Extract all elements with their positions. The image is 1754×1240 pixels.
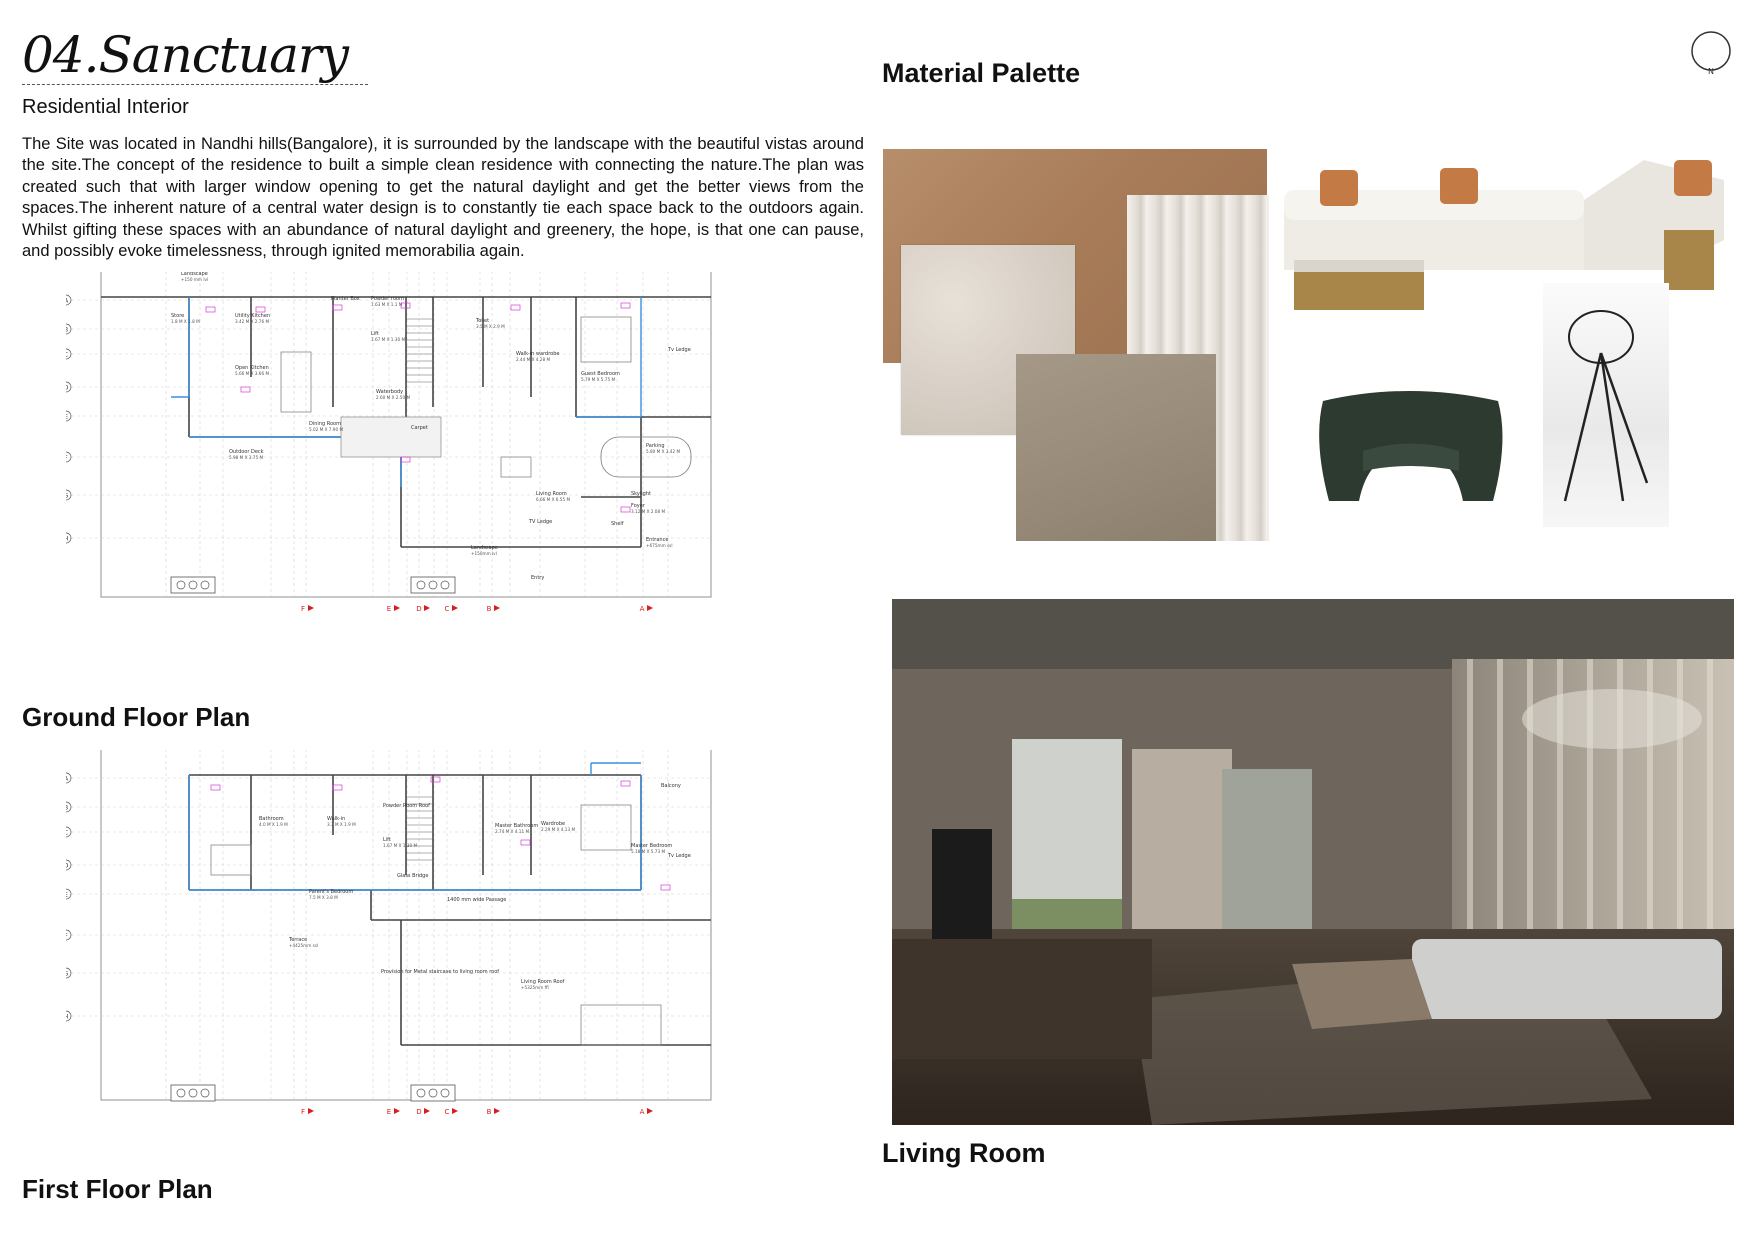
first_floor-room-name: Terrace bbox=[289, 937, 308, 943]
ground_floor-door-tag bbox=[256, 307, 265, 312]
first_floor-section-mark: C bbox=[444, 1108, 450, 1116]
first_floor-room-note: 4.0 M X 1.9 M bbox=[259, 822, 288, 827]
first_floor-room-note: 7.5 M X 3.8 M bbox=[309, 895, 338, 900]
first_floor-section-arrow bbox=[308, 1108, 314, 1114]
first_floor-room-name: Bathroom bbox=[259, 816, 284, 822]
ground_floor-room-note: 5.02 M X 7.90 M bbox=[309, 427, 344, 432]
ground-floor-caption: Ground Floor Plan bbox=[22, 702, 251, 732]
ground-floor-drawing bbox=[66, 272, 826, 682]
first_floor-room-note: +5325mm ffl bbox=[521, 985, 549, 990]
ground_floor-grid-row-label bbox=[66, 493, 69, 500]
ground_floor-room-name: Utility Kitchen bbox=[235, 313, 271, 319]
first_floor-room-name: Balcony bbox=[661, 783, 681, 789]
first_floor-room-name: Wardrobe bbox=[541, 821, 566, 827]
first_floor-grid-row-label bbox=[66, 1014, 68, 1021]
ground_floor-door-tag bbox=[621, 507, 630, 512]
first_floor-grid-row-label bbox=[66, 971, 69, 978]
ground_floor-room-name: Toilet bbox=[476, 318, 490, 324]
ground_floor-grid-row-label bbox=[66, 414, 68, 421]
ground_floor-section-mark: C bbox=[444, 605, 450, 613]
project-title: 04.Sanctuary bbox=[22, 26, 349, 84]
first_floor-fixture bbox=[411, 1085, 455, 1101]
ground_floor-room-name: Store bbox=[171, 313, 185, 319]
ground_floor-room-name: Guest Bedroom bbox=[581, 371, 620, 377]
ground_floor-room-note: 3.5 M X 2.9 M bbox=[476, 324, 505, 329]
ground_floor-room-name: Shelf bbox=[611, 521, 624, 527]
first_floor-section-arrow bbox=[424, 1108, 430, 1114]
ground_floor-section-arrow bbox=[394, 605, 400, 611]
north-arrow-icon bbox=[1690, 30, 1732, 76]
ground_floor-fixture bbox=[171, 577, 215, 593]
ground_floor-room-note: +150mm lvl bbox=[471, 551, 497, 556]
title-underline bbox=[22, 84, 368, 85]
ground_floor-plan-group bbox=[66, 272, 711, 613]
ground_floor-room-note: 2.44 M X 4.28 M bbox=[516, 357, 551, 362]
first_floor-section-arrow bbox=[394, 1108, 400, 1114]
ground_floor-section-arrow bbox=[424, 605, 430, 611]
ground_floor-room-name: Open Kitchen bbox=[235, 365, 269, 371]
first_floor-grid-row-label bbox=[66, 863, 69, 870]
first_floor-bed bbox=[211, 845, 251, 875]
first_floor-master-bed bbox=[581, 805, 631, 850]
ground_floor-room-name: Landscape bbox=[181, 272, 208, 277]
ground_floor-room-name: Powder room bbox=[371, 296, 404, 302]
first_floor-fixture bbox=[171, 1085, 215, 1101]
first_floor-room-note: 2.74 M X 4.11 M bbox=[495, 829, 530, 834]
ground_floor-room-name: Skylight bbox=[631, 491, 651, 497]
ground_floor-section-arrow bbox=[494, 605, 500, 611]
living-room-caption: Living Room bbox=[882, 1138, 1046, 1168]
ground_floor-room-name: Outdoor Deck bbox=[229, 449, 264, 455]
ground_floor-room-note: 3.42 M X 2.76 M bbox=[235, 319, 270, 324]
ground_floor-section-mark: B bbox=[486, 605, 492, 613]
ground_floor-room-name: Parking bbox=[646, 443, 665, 449]
ground_floor-room-name: Foyer bbox=[631, 503, 645, 509]
ground_floor-room-note: 5.80 M X 3.42 M bbox=[646, 449, 681, 454]
ground_floor-room-name: Waterbody bbox=[376, 389, 404, 395]
armchair-image bbox=[1313, 381, 1509, 507]
first_floor-skylight bbox=[581, 1005, 661, 1045]
ground_floor-door-tag bbox=[511, 305, 520, 310]
project-subtitle: Residential Interior bbox=[22, 96, 189, 118]
first_floor-room-name: Tv Ledge bbox=[668, 853, 691, 859]
ground_floor-room-note: 3.12 M X 2.08 M bbox=[631, 509, 666, 514]
first_floor-section-arrow bbox=[452, 1108, 458, 1114]
first_floor-room-note: 2.29 M X 4.13 M bbox=[541, 827, 576, 832]
first-floor-plan bbox=[66, 750, 826, 1160]
ground_floor-section-arrow bbox=[308, 605, 314, 611]
ground_floor-room-note: 5.98 M X 3.75 M bbox=[229, 455, 264, 460]
ground_floor-room-name: Tv Ledge bbox=[668, 347, 691, 353]
first_floor-door-tag bbox=[621, 781, 630, 786]
ground_floor-room-note: 1.63 M X 1.1 M bbox=[371, 302, 403, 307]
ground_floor-room-name: Carpet bbox=[411, 425, 428, 431]
ground_floor-room-name: TV Ledge bbox=[529, 519, 553, 525]
first_floor-door-tag bbox=[333, 785, 342, 790]
first_floor-room-name: Parent's Bedroom bbox=[309, 889, 354, 895]
ground_floor-door-tag bbox=[206, 307, 215, 312]
first_floor-section-arrow bbox=[494, 1108, 500, 1114]
ground_floor-room-name: Entrance bbox=[646, 537, 669, 543]
north-label: N bbox=[1708, 67, 1714, 76]
first_floor-door-tag bbox=[521, 840, 530, 845]
first_floor-room-name: Powder Room Roof bbox=[383, 803, 430, 809]
ground_floor-door-tag bbox=[333, 305, 342, 310]
ground_floor-room-note: 2.60 M X 2.50 M bbox=[376, 395, 411, 400]
first_floor-room-name: Walk-in bbox=[327, 816, 346, 822]
ground_floor-room-name: Planter Box bbox=[331, 296, 360, 302]
first-floor-drawing bbox=[66, 750, 826, 1160]
floor-lamp-image bbox=[1543, 283, 1669, 527]
first_floor-section-mark: D bbox=[416, 1108, 422, 1116]
ground_floor-room-name: Lift bbox=[371, 331, 379, 337]
ground_floor-section-mark: A bbox=[639, 605, 645, 613]
ground_floor-grid-row-label bbox=[66, 327, 68, 334]
ground_floor-room-name: Dining Room bbox=[309, 421, 341, 427]
first_floor-grid-row-label bbox=[66, 892, 68, 899]
ground_floor-section-mark: E bbox=[386, 605, 392, 613]
ground_floor-door-tag bbox=[621, 303, 630, 308]
ground_floor-section-mark: D bbox=[416, 605, 422, 613]
ground_floor-coffee-table bbox=[501, 457, 531, 477]
first_floor-section-mark: F bbox=[300, 1108, 306, 1116]
ground_floor-room-note: +150 mm lvl bbox=[181, 277, 209, 282]
ground_floor-room-name: Living Room bbox=[536, 491, 567, 497]
ground_floor-dining-table bbox=[281, 352, 311, 412]
ground-floor-plan bbox=[66, 272, 826, 682]
first_floor-room-name: Master Bathroom bbox=[495, 823, 539, 829]
first_floor-door-tag bbox=[211, 785, 220, 790]
ground_floor-room-name bbox=[654, 272, 668, 273]
first_floor-grid-row-label bbox=[66, 830, 68, 837]
ground_floor-room-name: Entry bbox=[531, 575, 545, 581]
first_floor-room-name: 1400 mm wide Passage bbox=[447, 897, 507, 903]
ground_floor-bed bbox=[581, 317, 631, 362]
first_floor-grid-row-label bbox=[66, 805, 68, 812]
first_floor-room-note: 5.18 M X 5.73 M bbox=[631, 849, 666, 854]
first-floor-caption: First Floor Plan bbox=[22, 1174, 213, 1204]
ground_floor-section-arrow bbox=[647, 605, 653, 611]
ground_floor-door-tag bbox=[401, 457, 410, 462]
first_floor-section-arrow bbox=[647, 1108, 653, 1114]
ground_floor-section-arrow bbox=[452, 605, 458, 611]
ground_floor-room-note: +675mm ssl bbox=[646, 543, 673, 548]
ground_floor-section-mark: F bbox=[300, 605, 306, 613]
ground_floor-room-name: Walk-in wardrobe bbox=[516, 351, 560, 357]
first_floor-section-mark: E bbox=[386, 1108, 392, 1116]
first_floor-door-tag bbox=[661, 885, 670, 890]
ground_floor-room-note: 6.66 M X 6.55 M bbox=[536, 497, 571, 502]
first_floor-section-mark: A bbox=[639, 1108, 645, 1116]
material-palette-title: Material Palette bbox=[882, 58, 1081, 88]
ground_floor-door-tag bbox=[241, 387, 250, 392]
ground_floor-room-note: 1.67 M X 1.30 M bbox=[371, 337, 406, 342]
first_floor-room-note: 1.67 M X 1.30 M bbox=[383, 843, 418, 848]
project-description: The Site was located in Nandhi hills(Bangalore), it is surrounded by the landscape with the beautiful vistas around the site.The concept of the residence to built a simple clean residence with connecting the nature.The plan was created such that with larger window opening to get the natural daylight and get the better views from the spaces.The inherent nature of a central water design is to constantly tie each space back to the outdoors again. Whilst gifting these spaces with an abundance of natural daylight and greenery, the hope, is that one can pause, and possibly evoke timelessness, through ignited memorabilia again. bbox=[22, 135, 864, 261]
first_floor-room-name: Lift bbox=[383, 837, 391, 843]
living-room-render bbox=[892, 599, 1734, 1125]
ground_floor-grid-row-label bbox=[66, 385, 69, 392]
ground_floor-room-note: 1.8 M X 1.8 M bbox=[171, 319, 200, 324]
first_floor-room-name: Provision for Metal staircase to living room roof bbox=[381, 969, 500, 975]
ground_floor-room-note: 5.66 M X 3.66 M bbox=[235, 371, 270, 376]
first_floor-room-name: Living Room Roof bbox=[521, 979, 565, 985]
first_floor-room-note: 3.3 M X 1.9 M bbox=[327, 822, 356, 827]
first_floor-room-name: Glass Bridge bbox=[397, 873, 429, 879]
ground_floor-grid-row-label bbox=[66, 536, 68, 543]
first_floor-plan-group bbox=[66, 750, 711, 1116]
taupe-stone-swatch bbox=[1016, 354, 1216, 541]
ground_floor-room-name: Landscape bbox=[471, 545, 498, 551]
ground_floor-room-note: 5.79 M X 5.75 M bbox=[581, 377, 616, 382]
first_floor-section-mark: B bbox=[486, 1108, 492, 1116]
first_floor-room-note: +4425mm ssl bbox=[289, 943, 319, 948]
first_floor-room-name: Master Bedroom bbox=[631, 843, 673, 849]
ground_floor-grid-row-label bbox=[66, 352, 68, 359]
ground_floor-fixture bbox=[411, 577, 455, 593]
ground_floor-carpet bbox=[341, 417, 441, 457]
